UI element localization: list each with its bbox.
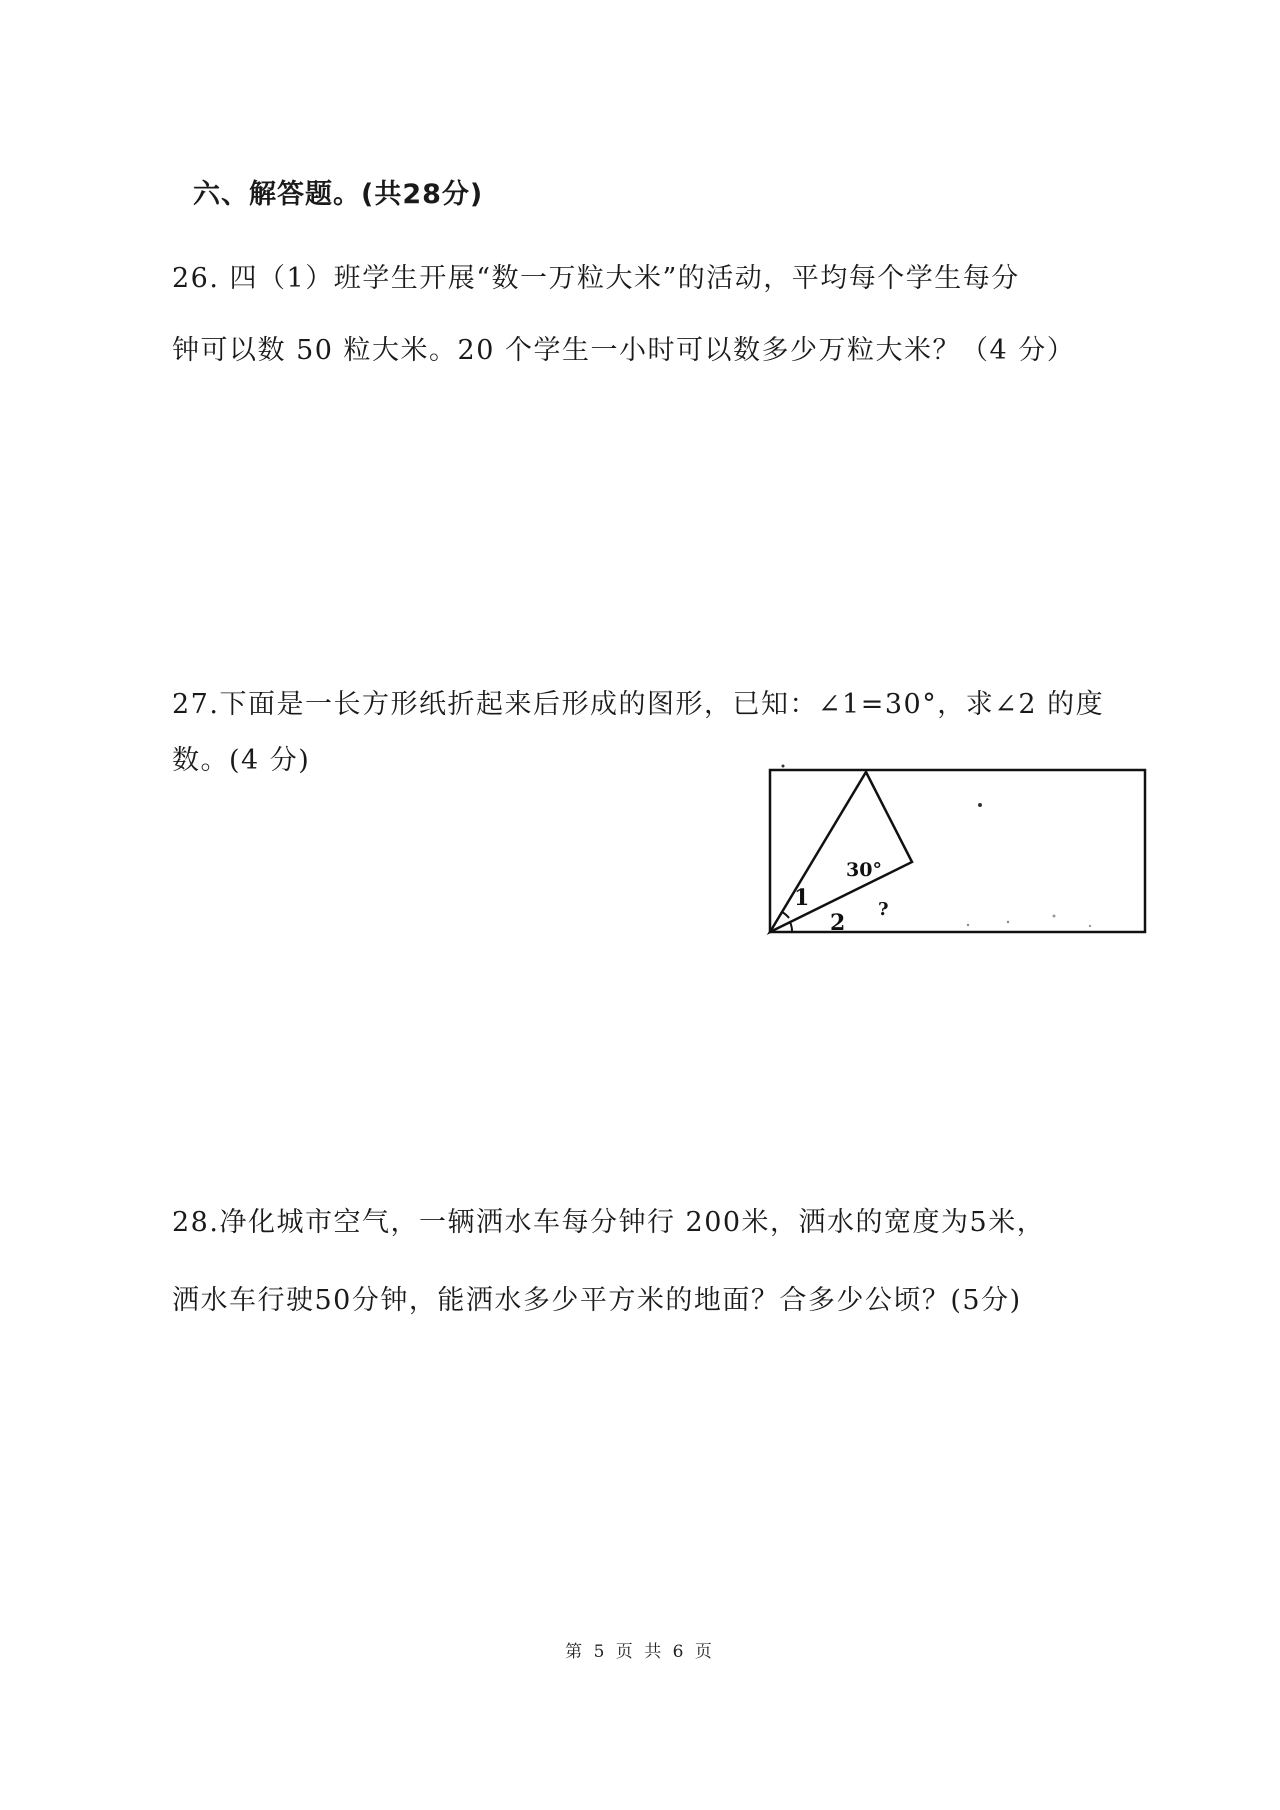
question-26-line-2: 钟可以数 50 粒大米。20 个学生一小时可以数多少万粒大米？（4 分） [172, 335, 1076, 366]
speck [978, 803, 982, 807]
folded-rectangle-diagram [750, 760, 1160, 950]
speck [1089, 925, 1091, 927]
question-27-line-1: 27.下面是一长方形纸折起来后形成的图形，已知：∠1=30°，求∠2 的度 [172, 689, 1105, 720]
folded-rectangle-figure [750, 760, 1160, 950]
speck [1053, 915, 1056, 918]
angle-30-label: 30° [846, 859, 882, 881]
section-title: 六、解答题。(共28分) [193, 179, 484, 210]
folded-flap [770, 772, 912, 932]
question-28-line-2: 洒水车行驶50分钟，能洒水多少平方米的地面？合多少公顷？(5分) [172, 1285, 1022, 1316]
angle-2-arc [790, 922, 792, 932]
angle-1-label: 1 [794, 885, 810, 911]
question-28-line-1: 28.净化城市空气，一辆洒水车每分钟行 200米，洒水的宽度为5米， [172, 1207, 1046, 1238]
speck [1007, 921, 1009, 923]
unknown-angle-label: ? [878, 899, 889, 920]
question-26-line-1: 26. 四（1）班学生开展“数一万粒大米”的活动，平均每个学生每分 [172, 263, 1020, 294]
speck [782, 765, 785, 768]
question-27-line-2: 数。(4 分) [172, 745, 311, 776]
page-footer: 第 5 页 共 6 页 [565, 1642, 715, 1662]
speck [967, 924, 969, 926]
angle-2-label: 2 [830, 910, 846, 936]
